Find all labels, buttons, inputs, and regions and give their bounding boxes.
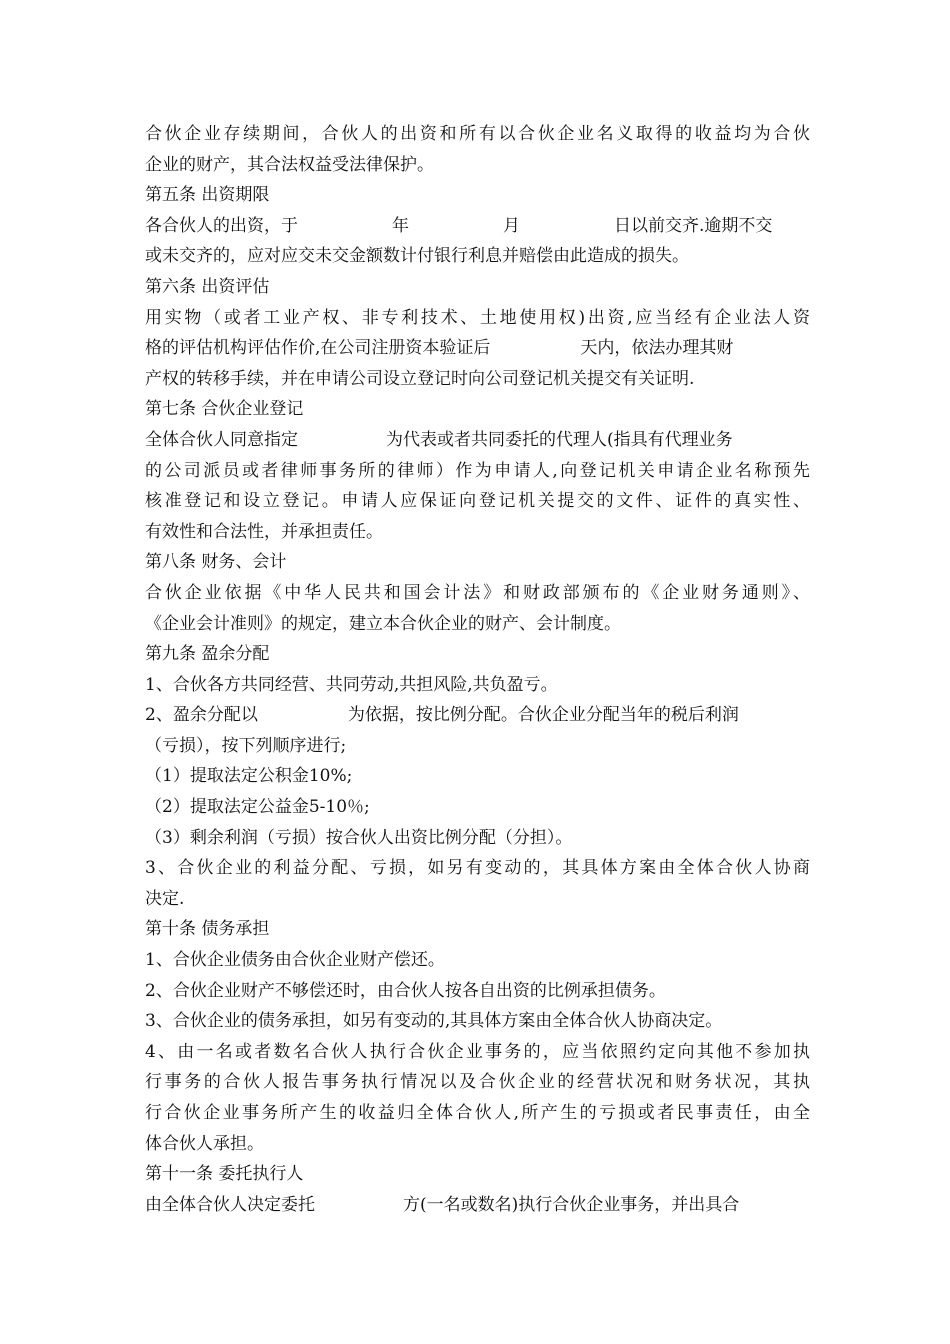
text-line: 2、合伙企业财产不够偿还时，由合伙人按各自出资的比例承担债务。	[145, 980, 666, 1001]
text-line: 1、合伙各方共同经营、共同劳动,共担风险,共负盈亏。	[145, 674, 558, 695]
text-segment: 全体合伙人同意指定	[145, 429, 298, 450]
section-heading-article-6: 第六条 出资评估	[145, 276, 270, 297]
text-line: 核准登记和设立登记。申请人应保证向登记机关提交的文件、证件的真实性、	[145, 491, 810, 512]
text-segment: 日以前交齐.逾期不交	[614, 215, 773, 236]
text-segment: 为依据，按比例分配。合伙企业分配当年的税后利润	[347, 705, 739, 726]
text-line	[145, 700, 810, 731]
text-line: 1、合伙企业债务由合伙企业财产偿还。	[145, 950, 445, 971]
text-line	[145, 425, 810, 456]
section-heading-article-10: 第十条 债务承担	[145, 919, 270, 940]
section-heading-article-7: 第七条 合伙企业登记	[145, 399, 304, 420]
text-line: 合伙企业存续期间，合伙人的出资和所有以合伙企业名义取得的收益均为合伙	[145, 124, 810, 144]
text-line: 产权的转移手续，并在申请公司设立登记时向公司登记机关提交有关证明.	[145, 368, 695, 389]
text-line: 《企业会计准则》的规定，建立本合伙企业的财产、会计制度。	[145, 613, 621, 634]
text-segment: 各合伙人的出资，于	[145, 215, 298, 236]
text-line: 行事务的合伙人报告事务执行情况以及合伙企业的经营状况和财务状况，其执	[145, 1072, 810, 1093]
text-line: 决定.	[145, 888, 185, 909]
month-label: 月	[503, 215, 520, 236]
list-item: （3）剩余利润（亏损）按合伙人出资比例分配（分担）。	[145, 827, 573, 848]
text-line: 的公司派员或者律师事务所的律师）作为申请人,向登记机关申请企业名称预先	[145, 460, 810, 481]
text-segment: 2、盈余分配以	[145, 705, 258, 726]
text-segment: 天内，依法办理其财	[580, 338, 734, 359]
text-line: 3、合伙企业的债务承担，如另有变动的,其具体方案由全体合伙人协商决定。	[145, 1011, 723, 1032]
text-line: 3、合伙企业的利益分配、亏损，如另有变动的，其具体方案由全体合伙人协商	[145, 858, 810, 879]
section-heading-article-11: 第十一条 委托执行人	[145, 1164, 304, 1185]
text-segment: 方(一名或数名)执行合伙企业事务，并出具合	[403, 1194, 740, 1215]
section-heading-article-9: 第九条 盈余分配	[145, 644, 270, 665]
text-line	[145, 1190, 810, 1221]
list-item: （2）提取法定公益金5-10％;	[145, 797, 370, 818]
text-line: 行合伙企业事务所产生的收益归全体合伙人,所产生的亏损或者民事责任，由全	[145, 1103, 810, 1123]
text-line	[145, 333, 810, 364]
text-segment: 由全体合伙人决定委托	[145, 1194, 315, 1215]
text-line: 4、由一名或者数名合伙人执行合伙企业事务的，应当依照约定向其他不参加执	[145, 1041, 810, 1062]
section-heading-article-8: 第八条 财务、会计	[145, 552, 287, 573]
text-line: 或未交齐的，应对应交未交金额数计付银行利息并赔偿由此造成的损失。	[145, 246, 689, 267]
text-segment: 格的评估机构评估作价,在公司注册资本验证后	[145, 338, 491, 359]
text-segment: 为代表或者共同委托的代理人(指具有代理业务	[386, 429, 733, 450]
year-label: 年	[392, 215, 409, 236]
list-item: （1）提取法定公积金10%;	[145, 766, 353, 787]
section-heading-article-5: 第五条 出资期限	[145, 185, 270, 206]
text-line: 企业的财产，其合法权益受法律保护。	[145, 154, 434, 175]
text-line: 有效性和合法性，并承担责任。	[145, 521, 383, 542]
text-line: 合伙企业依据《中华人民共和国会计法》和财政部颁布的《企业财务通则》、	[145, 582, 810, 603]
text-line	[145, 211, 810, 242]
document-body	[145, 119, 810, 1220]
text-line: 用实物（或者工业产权、非专利技术、土地使用权)出资,应当经有企业法人资	[145, 307, 810, 328]
text-line: 体合伙人承担。	[145, 1133, 264, 1154]
text-line: （亏损），按下列顺序进行;	[145, 735, 347, 756]
